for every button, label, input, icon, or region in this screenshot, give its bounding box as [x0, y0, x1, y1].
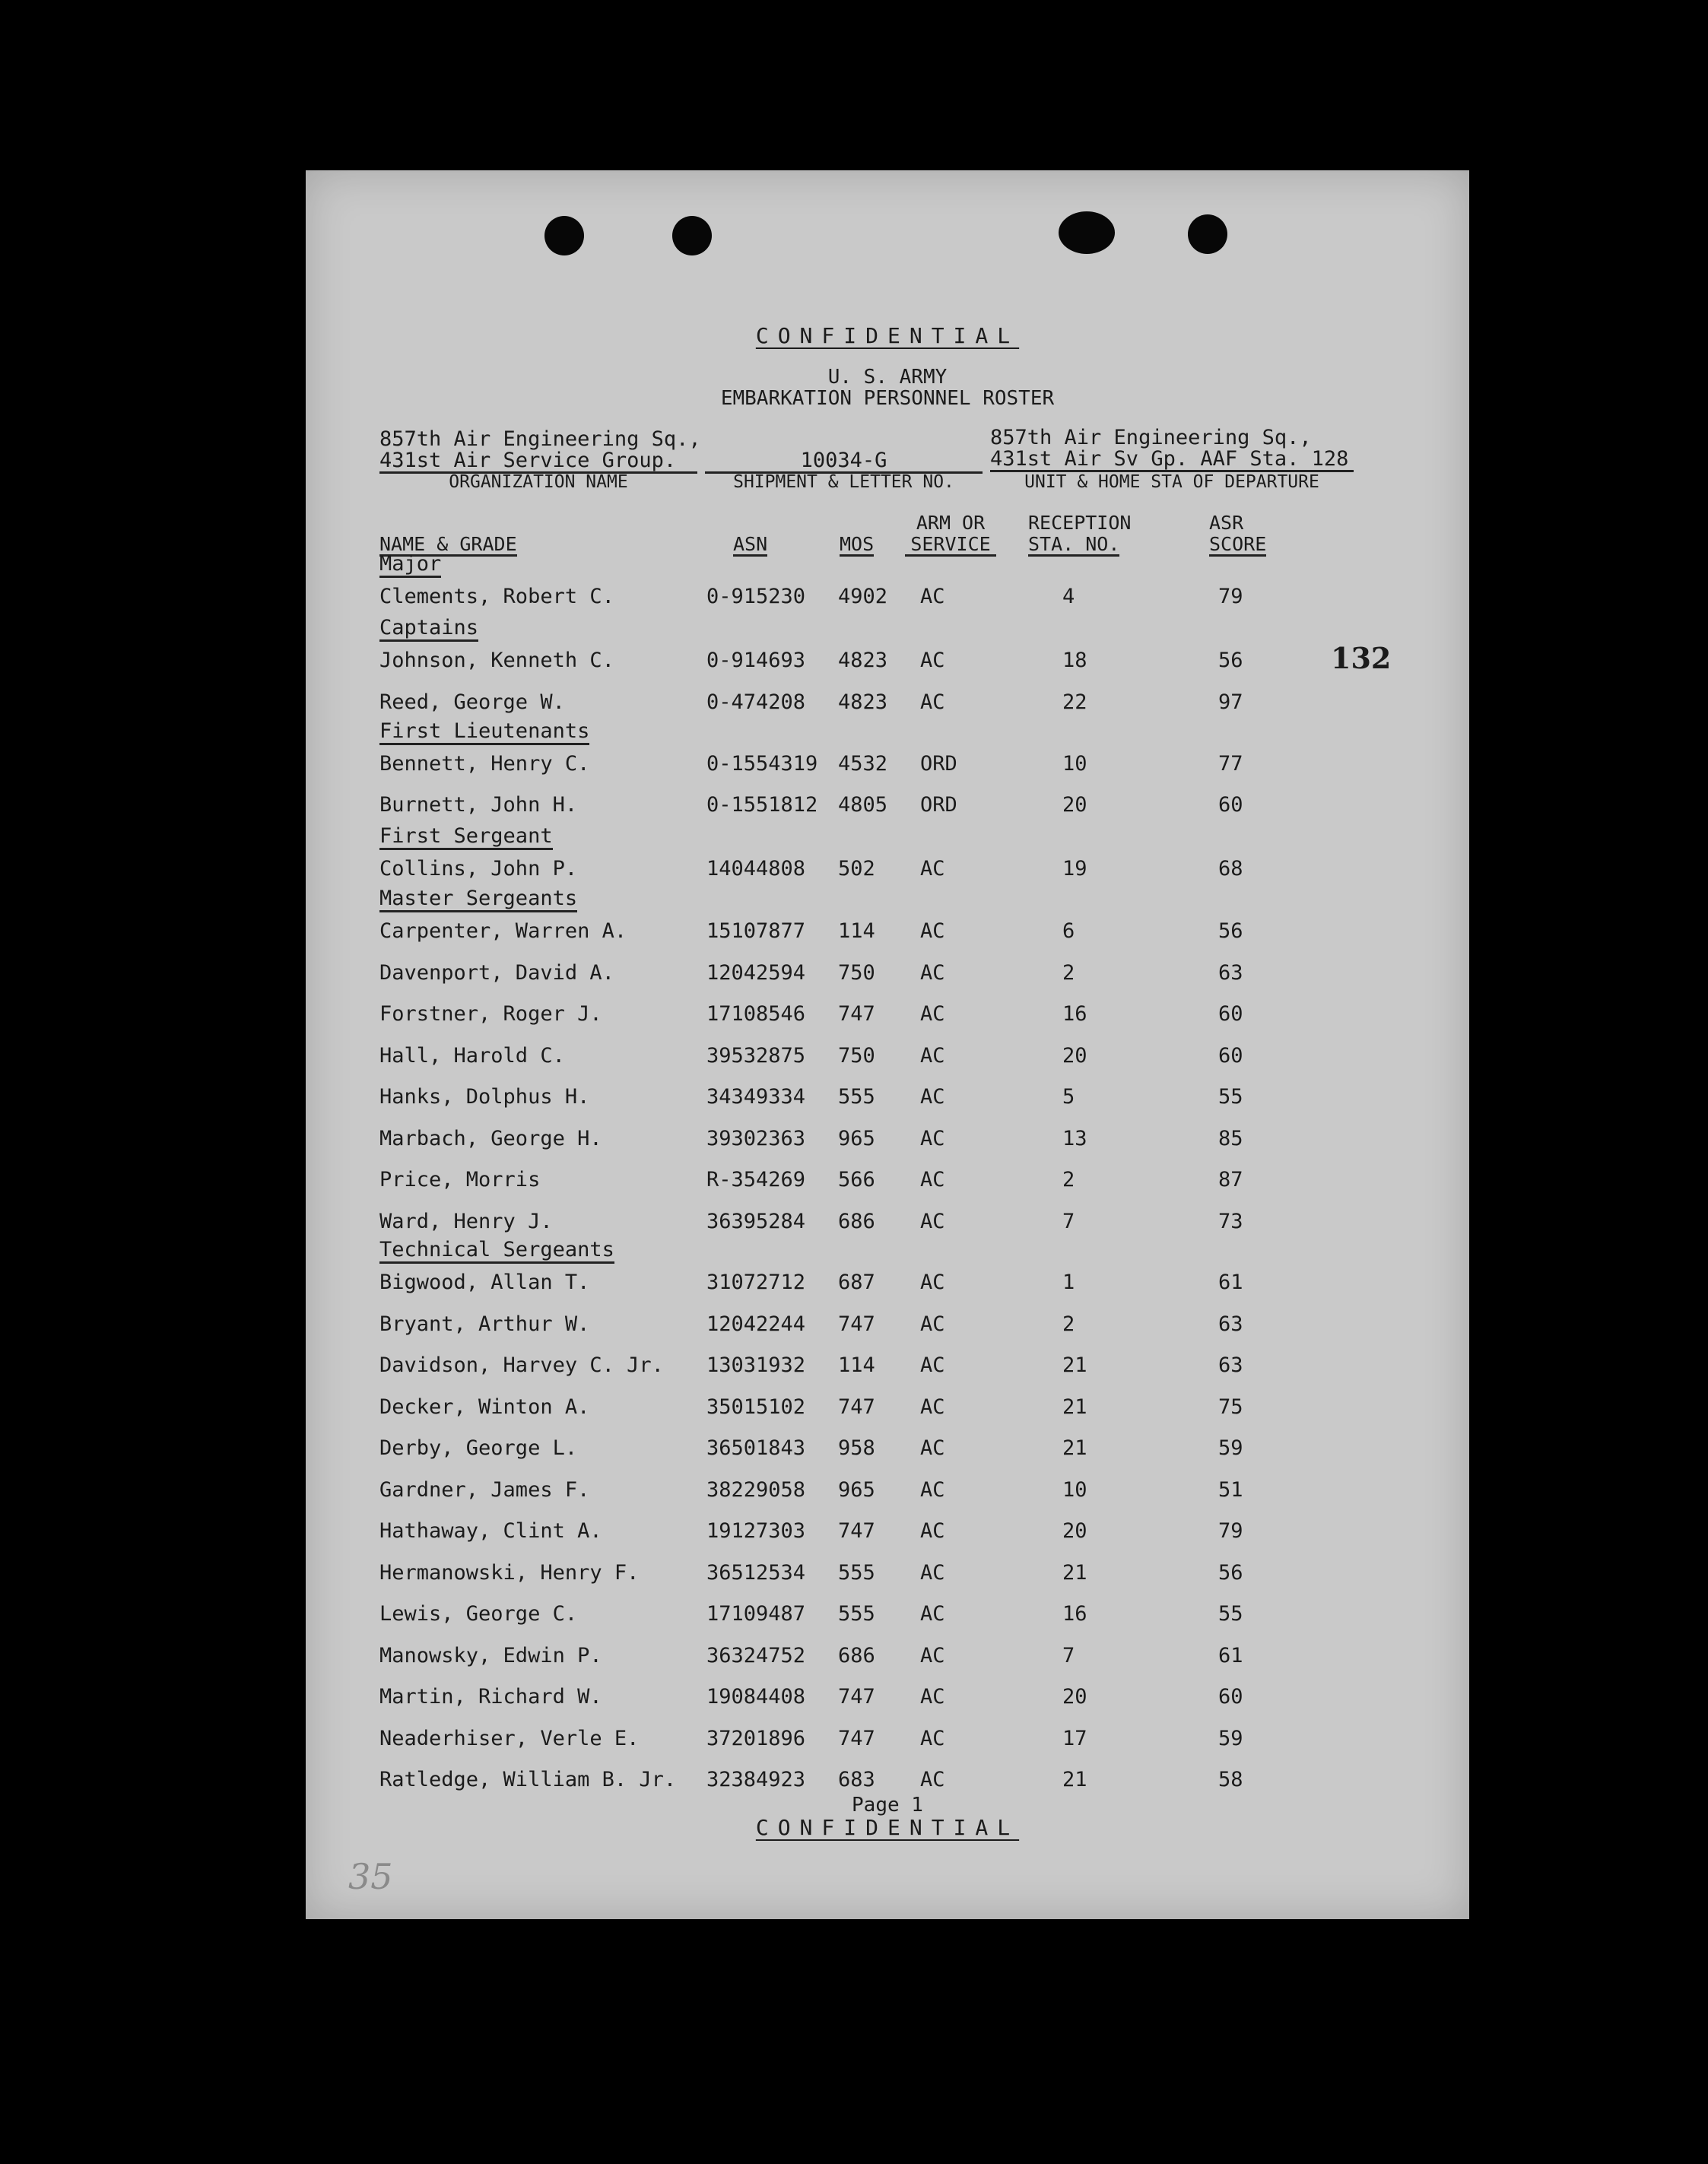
cell-score: 56: [1218, 649, 1243, 672]
grade-heading-label: Technical Sergeants: [379, 1238, 614, 1264]
cell-name: Davenport, David A.: [379, 961, 614, 985]
grade-heading-label: First Lieutenants: [379, 719, 589, 745]
cell-score: 68: [1218, 857, 1243, 881]
cell-asn: 34349334: [706, 1085, 806, 1109]
grade-heading: [379, 888, 577, 909]
cell-arm: AC: [920, 857, 945, 881]
cell-mos: 747: [838, 1395, 875, 1419]
table-row: [306, 1169, 1469, 1191]
table-row: [306, 753, 1469, 776]
cell-asn: 36512534: [706, 1561, 806, 1585]
cell-asn: 0-915230: [706, 585, 806, 608]
cell-score: 61: [1218, 1271, 1243, 1294]
cell-arm: AC: [920, 1210, 945, 1233]
cell-sta: 4: [1062, 585, 1075, 608]
cell-name: Neaderhiser, Verle E.: [379, 1727, 640, 1750]
cell-asn: 15107877: [706, 919, 806, 943]
cell-asn: 0-474208: [706, 690, 806, 714]
cell-name: Marbach, George H.: [379, 1127, 602, 1150]
cell-score: 56: [1218, 1561, 1243, 1585]
grade-heading-label: First Sergeant: [379, 824, 553, 850]
cell-name: Derby, George L.: [379, 1436, 578, 1460]
cell-asn: 0-1551812: [706, 793, 818, 817]
table-row: [306, 1128, 1469, 1150]
grade-heading-label: Captains: [379, 616, 478, 642]
cell-name: Burnett, John H.: [379, 793, 578, 817]
grade-heading-label: Major: [379, 552, 441, 578]
grade-heading-label: Master Sergeants: [379, 887, 577, 912]
cell-score: 51: [1218, 1478, 1243, 1502]
table-row: [306, 649, 1469, 672]
cell-sta: 6: [1062, 919, 1075, 943]
col-header-arm-bottom: SERVICE: [905, 534, 996, 557]
cell-asn: 37201896: [706, 1727, 806, 1750]
cell-sta: 21: [1062, 1768, 1087, 1791]
cell-mos: 4902: [838, 585, 888, 608]
cell-mos: 4823: [838, 649, 888, 672]
cell-score: 63: [1218, 1353, 1243, 1377]
cell-mos: 555: [838, 1602, 875, 1626]
cell-asn: R-354269: [706, 1168, 806, 1191]
cell-mos: 750: [838, 1044, 875, 1068]
table-row: [306, 1086, 1469, 1109]
cell-mos: 4805: [838, 793, 888, 817]
cell-name: Lewis, George C.: [379, 1602, 578, 1626]
cell-asn: 39302363: [706, 1127, 806, 1150]
table-row: [306, 1003, 1469, 1026]
table-row: [306, 585, 1469, 608]
cell-arm: AC: [920, 1353, 945, 1377]
cell-score: 79: [1218, 585, 1243, 608]
cell-sta: 13: [1062, 1127, 1087, 1150]
cell-sta: 21: [1062, 1436, 1087, 1460]
cell-score: 63: [1218, 1312, 1243, 1336]
agency-line: U. S. ARMY: [827, 366, 948, 389]
cell-sta: 21: [1062, 1353, 1087, 1377]
table-row: [306, 962, 1469, 985]
corner-pencil-mark: 35: [348, 1856, 393, 1897]
cell-asn: 36324752: [706, 1644, 806, 1667]
col-header-asr-bottom: SCORE: [1209, 533, 1267, 555]
cell-name: Forstner, Roger J.: [379, 1002, 602, 1026]
table-row: [306, 1520, 1469, 1543]
cell-name: Decker, Winton A.: [379, 1395, 590, 1419]
table-row: [306, 1479, 1469, 1502]
cell-sta: 20: [1062, 1519, 1087, 1543]
page-number: Page 1: [852, 1794, 923, 1817]
cell-score: 59: [1218, 1436, 1243, 1460]
cell-name: Clements, Robert C.: [379, 585, 614, 608]
cell-arm: ORD: [920, 752, 957, 776]
cell-name: Manowsky, Edwin P.: [379, 1644, 602, 1667]
cell-asn: 17108546: [706, 1002, 806, 1026]
cell-score: 73: [1218, 1210, 1243, 1233]
cell-sta: 20: [1062, 1044, 1087, 1068]
table-row: [306, 1396, 1469, 1419]
cell-sta: 16: [1062, 1002, 1087, 1026]
departure-line-1: 857th Air Engineering Sq.,: [990, 426, 1312, 449]
table-row: [306, 1603, 1469, 1626]
cell-score: 79: [1218, 1519, 1243, 1543]
cell-sta: 22: [1062, 690, 1087, 714]
cell-sta: 10: [1062, 1478, 1087, 1502]
table-row: [306, 1728, 1469, 1750]
cell-name: Price, Morris: [379, 1168, 541, 1191]
table-row: [306, 1562, 1469, 1585]
table-row: [306, 794, 1469, 817]
table-row: [306, 1211, 1469, 1233]
cell-sta: 5: [1062, 1085, 1075, 1109]
cell-arm: AC: [920, 961, 945, 985]
cell-name: Carpenter, Warren A.: [379, 919, 627, 943]
cell-sta: 21: [1062, 1561, 1087, 1585]
cell-mos: 750: [838, 961, 875, 985]
departure-label: UNIT & HOME STA OF DEPARTURE: [1024, 472, 1319, 492]
cell-sta: 17: [1062, 1727, 1087, 1750]
cell-mos: 965: [838, 1127, 875, 1150]
cell-sta: 16: [1062, 1602, 1087, 1626]
cell-mos: 4532: [838, 752, 888, 776]
cell-mos: 555: [838, 1085, 875, 1109]
cell-score: 85: [1218, 1127, 1243, 1150]
cell-arm: AC: [920, 1085, 945, 1109]
cell-mos: 502: [838, 857, 875, 881]
cell-sta: 7: [1062, 1210, 1075, 1233]
document-title: EMBARKATION PERSONNEL ROSTER: [720, 387, 1055, 410]
cell-asn: 13031932: [706, 1353, 806, 1377]
cell-arm: AC: [920, 1002, 945, 1026]
cell-name: Ward, Henry J.: [379, 1210, 553, 1233]
cell-arm: AC: [920, 649, 945, 672]
cell-sta: 18: [1062, 649, 1087, 672]
cell-asn: 19127303: [706, 1519, 806, 1543]
table-row: [306, 1645, 1469, 1667]
organization-line-1: 857th Air Engineering Sq.,: [379, 427, 701, 451]
cell-mos: 4823: [838, 690, 888, 714]
cell-score: 87: [1218, 1168, 1243, 1191]
grade-heading: [379, 617, 478, 639]
cell-arm: AC: [920, 585, 945, 608]
cell-name: Martin, Richard W.: [379, 1685, 602, 1709]
classification-header: CONFIDENTIAL: [755, 323, 1020, 348]
cell-score: 55: [1218, 1085, 1243, 1109]
table-row: [306, 1769, 1469, 1791]
cell-mos: 686: [838, 1644, 875, 1667]
cell-asn: 12042594: [706, 961, 806, 985]
table-row: [306, 858, 1469, 881]
table-row: [306, 1271, 1469, 1294]
table-row: [306, 1354, 1469, 1377]
cell-sta: 20: [1062, 1685, 1087, 1709]
cell-arm: AC: [920, 1312, 945, 1336]
cell-asn: 14044808: [706, 857, 806, 881]
cell-sta: 21: [1062, 1395, 1087, 1419]
cell-arm: AC: [920, 1168, 945, 1191]
col-header-mos: MOS: [840, 533, 875, 555]
cell-asn: 17109487: [706, 1602, 806, 1626]
cell-arm: AC: [920, 1044, 945, 1068]
cell-score: 75: [1218, 1395, 1243, 1419]
col-header-asn: ASN: [733, 533, 768, 555]
cell-arm: AC: [920, 1478, 945, 1502]
cell-arm: AC: [920, 1271, 945, 1294]
cell-mos: 747: [838, 1002, 875, 1026]
cell-arm: AC: [920, 1519, 945, 1543]
margin-number: 132: [1331, 641, 1392, 675]
cell-mos: 686: [838, 1210, 875, 1233]
cell-mos: 747: [838, 1312, 875, 1336]
col-header-arm-top: ARM OR: [916, 512, 986, 534]
cell-asn: 38229058: [706, 1478, 806, 1502]
cell-name: Bennett, Henry C.: [379, 752, 590, 776]
cell-score: 60: [1218, 1044, 1243, 1068]
cell-name: Reed, George W.: [379, 690, 565, 714]
cell-arm: AC: [920, 1727, 945, 1750]
cell-name: Ratledge, William B. Jr.: [379, 1768, 677, 1791]
cell-sta: 19: [1062, 857, 1087, 881]
cell-score: 58: [1218, 1768, 1243, 1791]
cell-name: Davidson, Harvey C. Jr.: [379, 1353, 664, 1377]
cell-mos: 747: [838, 1727, 875, 1750]
cell-score: 60: [1218, 1002, 1243, 1026]
cell-asn: 12042244: [706, 1312, 806, 1336]
cell-sta: 2: [1062, 1312, 1075, 1336]
grade-heading: [379, 826, 553, 847]
cell-mos: 683: [838, 1768, 875, 1791]
cell-score: 61: [1218, 1644, 1243, 1667]
cell-score: 56: [1218, 919, 1243, 943]
organization-line-2: 431st Air Service Group.: [379, 450, 697, 474]
cell-score: 97: [1218, 690, 1243, 714]
cell-mos: 114: [838, 1353, 875, 1377]
cell-name: Hanks, Dolphus H.: [379, 1085, 590, 1109]
cell-mos: 958: [838, 1436, 875, 1460]
cell-asn: 35015102: [706, 1395, 806, 1419]
cell-sta: 7: [1062, 1644, 1075, 1667]
table-row: [306, 691, 1469, 714]
table-row: [306, 1313, 1469, 1336]
departure-line-2: 431st Air Sv Gp. AAF Sta. 128: [990, 449, 1354, 472]
cell-mos: 747: [838, 1519, 875, 1543]
cell-name: Collins, John P.: [379, 857, 578, 881]
roster-page: [306, 170, 1469, 1919]
col-header-name: NAME & GRADE: [379, 533, 517, 555]
cell-sta: 20: [1062, 793, 1087, 817]
shipment-label: SHIPMENT & LETTER NO.: [733, 472, 954, 492]
cell-asn: 0-1554319: [706, 752, 818, 776]
grade-heading: [379, 554, 441, 575]
cell-arm: AC: [920, 1436, 945, 1460]
cell-arm: AC: [920, 1602, 945, 1626]
table-row: [306, 1686, 1469, 1709]
cell-score: 59: [1218, 1727, 1243, 1750]
cell-arm: AC: [920, 1561, 945, 1585]
cell-arm: AC: [920, 919, 945, 943]
col-header-reception-top: RECEPTION: [1028, 512, 1132, 534]
cell-arm: AC: [920, 1685, 945, 1709]
table-row: [306, 1045, 1469, 1068]
classification-footer: CONFIDENTIAL: [755, 1815, 1020, 1840]
cell-arm: AC: [920, 1395, 945, 1419]
grade-heading: [379, 721, 589, 742]
cell-mos: 566: [838, 1168, 875, 1191]
cell-asn: 31072712: [706, 1271, 806, 1294]
table-row: [306, 1437, 1469, 1460]
cell-name: Johnson, Kenneth C.: [379, 649, 614, 672]
cell-arm: AC: [920, 1768, 945, 1791]
cell-asn: 39532875: [706, 1044, 806, 1068]
cell-name: Bryant, Arthur W.: [379, 1312, 590, 1336]
cell-score: 77: [1218, 752, 1243, 776]
cell-sta: 2: [1062, 961, 1075, 985]
cell-arm: AC: [920, 690, 945, 714]
cell-arm: AC: [920, 1127, 945, 1150]
cell-sta: 2: [1062, 1168, 1075, 1191]
cell-sta: 1: [1062, 1271, 1075, 1294]
table-row: [306, 920, 1469, 943]
cell-mos: 114: [838, 919, 875, 943]
cell-name: Hathaway, Clint A.: [379, 1519, 602, 1543]
cell-mos: 555: [838, 1561, 875, 1585]
organization-label: ORGANIZATION NAME: [449, 472, 628, 492]
cell-name: Hermanowski, Henry F.: [379, 1561, 640, 1585]
cell-score: 60: [1218, 793, 1243, 817]
cell-mos: 965: [838, 1478, 875, 1502]
cell-asn: 0-914693: [706, 649, 806, 672]
col-header-asr-top: ASR: [1209, 512, 1244, 534]
cell-score: 55: [1218, 1602, 1243, 1626]
cell-asn: 36395284: [706, 1210, 806, 1233]
roster-table: [306, 170, 1469, 1919]
grade-heading: [379, 1239, 614, 1261]
cell-asn: 36501843: [706, 1436, 806, 1460]
cell-name: Bigwood, Allan T.: [379, 1271, 590, 1294]
cell-arm: ORD: [920, 793, 957, 817]
cell-mos: 747: [838, 1685, 875, 1709]
cell-sta: 10: [1062, 752, 1087, 776]
cell-score: 60: [1218, 1685, 1243, 1709]
cell-asn: 19084408: [706, 1685, 806, 1709]
cell-mos: 687: [838, 1271, 875, 1294]
cell-asn: 32384923: [706, 1768, 806, 1791]
shipment-number: 10034-G: [705, 450, 983, 474]
cell-arm: AC: [920, 1644, 945, 1667]
col-header-reception-bottom: STA. NO.: [1028, 533, 1120, 555]
cell-name: Hall, Harold C.: [379, 1044, 565, 1068]
cell-score: 63: [1218, 961, 1243, 985]
cell-name: Gardner, James F.: [379, 1478, 590, 1502]
